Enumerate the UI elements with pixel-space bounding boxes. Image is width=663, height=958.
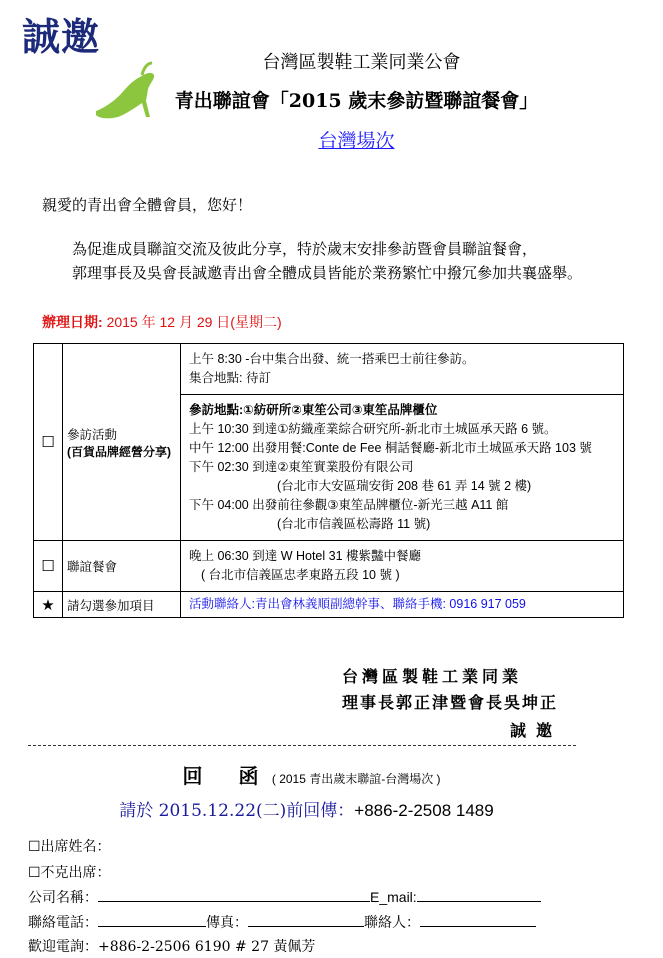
company-label: 公司名稱： [28,890,98,906]
greeting: 親愛的青出會全體會員，您好！ [42,196,253,214]
table-row [34,541,624,592]
intro-line-1: 為促進成員聯誼交流及彼此分享，特於歲末安排參訪暨會員聯誼餐會， [72,240,538,258]
list-item: 中午 12:00 出發用餐:Conte de Fee 桐話餐廳-新北市土城區承天路 103 號 [189,441,592,455]
absent-label: ☐不克出席： [28,865,111,881]
contact-label: 聯絡人： [364,915,420,931]
phone-label: 聯絡電話： [28,915,98,931]
fax-input[interactable] [248,913,364,927]
company-input[interactable] [98,888,370,902]
attend-label: ☐出席姓名： [28,839,111,855]
signature-invite: 誠邀 [510,721,563,740]
visit-part1 [181,344,624,395]
list-item: 晚上 06:30 到達 W Hotel 31 樓紫豔中餐廳 [189,549,422,563]
list-item: (台北市信義區松壽路 11 號) [277,517,431,531]
list-item: 下午 02:30 到達②東笙實業股份有限公司 [189,460,414,474]
intro-line-2: 郭理事長及吳會長誠邀青出會全體成員皆能於業務繁忙中撥冗參加共襄盛舉。 [72,264,583,282]
visit-checkbox[interactable]: ☐ [34,344,63,541]
email-label: E_mail: [370,889,417,905]
check-instruction: 請勾選參加項目 [63,592,181,618]
inquiry-line: 歡迎電詢：+886-2-2506 6190 # 27 黃佩芳 [28,939,316,955]
reply-form-title [0,760,663,789]
visit-locations-header: 參訪地點:①紡研所②東笙公司③東笙品牌櫃位 [189,403,438,417]
contact-info: 活動聯絡人:青出會林義順副總幹事、聯絡手機: 0916 917 059 [181,592,624,618]
signature-org: 台灣區製鞋工業同業 [342,667,523,686]
signature-names: 理事長郭正津暨會長吳坤正 [342,693,559,712]
session-name: 台灣場次 [318,130,395,152]
fax-label: 傳真： [206,915,248,931]
visit-label: 參訪活動 [67,427,118,442]
absent-field[interactable] [28,862,111,882]
contact-input[interactable] [420,913,536,927]
phone-input[interactable] [98,913,206,927]
date-label: 辦理日期: [42,314,103,330]
date-value: 2015 年 12 月 29 日(星期二) [106,314,282,330]
list-item: (台北市大安區瑞安街 208 巷 61 弄 14 號 2 樓) [277,479,532,493]
attend-name-field[interactable] [28,836,111,856]
reply-title-sub: ( 2015 青出歲末聯誼-台灣場次 ) [271,772,441,786]
table-row [34,344,624,395]
invitation-title: 誠邀 [22,14,101,59]
star-icon: ★ [34,592,63,618]
list-item: 上午 8:30 -台中集合出發、統一搭乘巴士前往參訪。 [189,352,475,366]
reply-fax-number: +886-2-2508 1489 [354,801,494,820]
schedule-table [33,343,624,618]
phone-fax-contact-row [28,912,536,932]
organization-name: 台灣區製鞋工業同業公會 [262,52,461,73]
company-email-row [28,887,541,907]
email-input[interactable] [417,888,541,902]
visit-part2 [181,395,624,541]
reply-title: 回 函 [182,764,267,788]
dinner-label: 聯誼餐會 [63,541,181,592]
visit-label-cell [63,344,181,541]
event-date [42,312,282,332]
visit-sub-label: (百貨品牌經營分享) [67,444,171,459]
dinner-checkbox[interactable]: ☐ [34,541,63,592]
table-row [34,592,624,618]
dinner-detail [181,541,624,592]
list-item: 下午 04:00 出發前往參觀③東笙品牌櫃位-新光三越 A11 館 [189,498,509,512]
list-item: 集合地點: 待訂 [189,371,271,385]
list-item: ( 台北市信義區忠孝東路五段 10 號 ) [201,568,400,582]
reply-fax-line [0,796,663,821]
event-subtitle: 青出聯誼會「2015 歲末參訪暨聯誼餐會」 [174,90,539,112]
cut-line-divider [28,745,576,746]
reply-deadline: 請於 2015.12.22(二)前回傳： [119,801,355,821]
list-item: 上午 10:30 到達①紡織產業綜合研究所-新北市土城區承天路 6 號。 [189,422,557,436]
